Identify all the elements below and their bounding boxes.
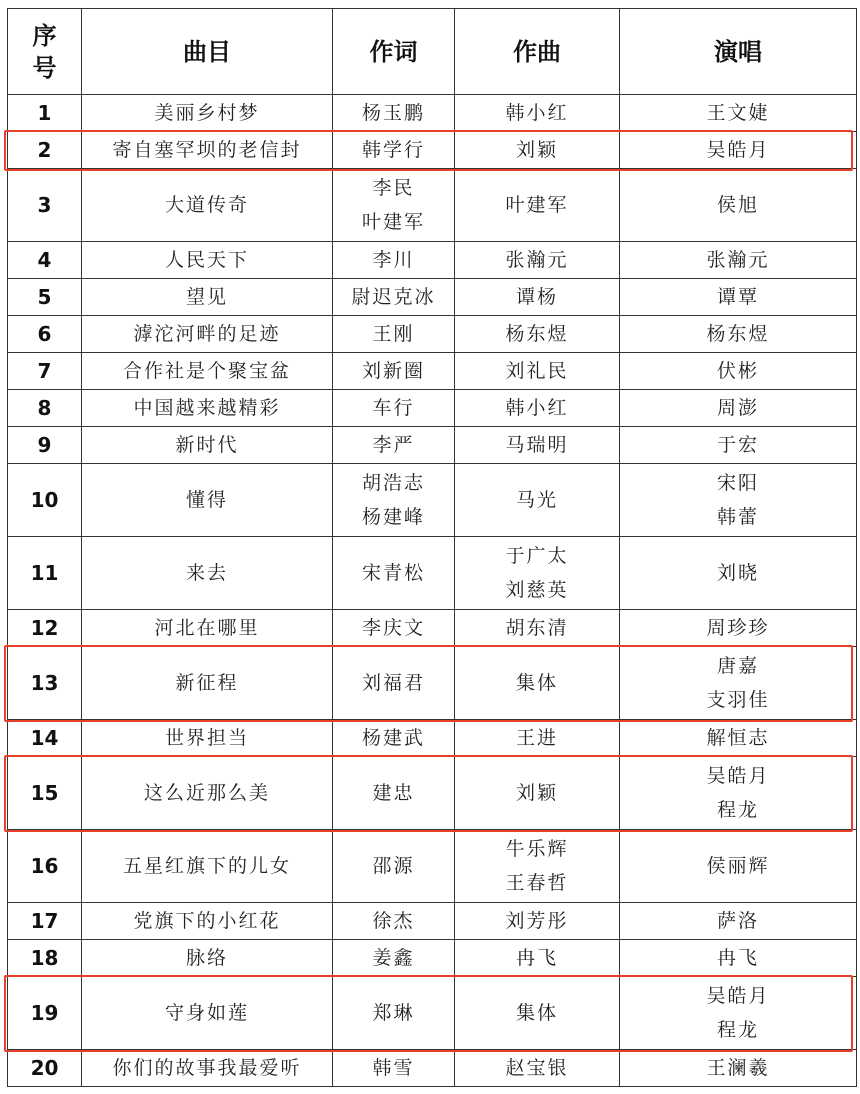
row-number-line: 1 <box>37 101 52 125</box>
song-title <box>82 647 333 720</box>
song-composer-line: 牛乐辉 <box>505 838 569 860</box>
song-lyricist <box>333 1050 455 1087</box>
song-composer-line: 刘慈英 <box>505 579 569 601</box>
song-lyricist-line: 刘福君 <box>361 672 425 694</box>
song-singer-line: 侯旭 <box>716 194 759 216</box>
song-title <box>82 757 333 830</box>
song-composer <box>455 903 620 940</box>
song-title-line: 人民天下 <box>164 249 249 271</box>
song-composer <box>455 610 620 647</box>
song-title-line: 望见 <box>185 286 228 308</box>
song-singer <box>620 757 857 830</box>
song-title <box>82 242 333 279</box>
song-singer-line: 吴皓月 <box>706 765 770 787</box>
table-row <box>8 1050 857 1087</box>
song-composer-line: 集体 <box>515 1002 558 1024</box>
row-number <box>8 95 82 132</box>
song-lyricist <box>333 353 455 390</box>
row-number-line: 18 <box>30 946 59 970</box>
song-composer-line: 王春哲 <box>505 872 569 894</box>
song-lyricist-line: 刘新圈 <box>361 360 425 382</box>
song-composer <box>455 1050 620 1087</box>
header-lyricist: 作词 <box>333 9 455 95</box>
table-row <box>8 610 857 647</box>
song-singer-line: 周澎 <box>716 397 759 419</box>
table-row <box>8 647 857 720</box>
song-lyricist <box>333 390 455 427</box>
row-number-line: 11 <box>30 561 59 585</box>
song-title-line: 新时代 <box>175 434 239 456</box>
table-row <box>8 903 857 940</box>
song-composer-line: 杨东煜 <box>505 323 569 345</box>
song-lyricist-line: 徐杰 <box>372 910 415 932</box>
song-title-line: 党旗下的小红花 <box>133 910 281 932</box>
song-composer <box>455 353 620 390</box>
song-title-line: 来去 <box>185 562 228 584</box>
song-title <box>82 1050 333 1087</box>
song-title-line: 世界担当 <box>164 727 249 749</box>
table-row <box>8 132 857 169</box>
song-composer-line: 于广太 <box>505 545 569 567</box>
song-singer <box>620 279 857 316</box>
row-number <box>8 353 82 390</box>
row-number-line: 19 <box>30 1001 59 1025</box>
song-composer <box>455 390 620 427</box>
song-title <box>82 830 333 903</box>
song-list-table <box>7 8 857 1087</box>
song-title <box>82 279 333 316</box>
row-number-line: 17 <box>30 909 59 933</box>
song-lyricist <box>333 757 455 830</box>
song-composer-line: 刘颖 <box>515 139 558 161</box>
song-composer-line: 王进 <box>515 727 558 749</box>
row-number-line: 20 <box>30 1056 59 1080</box>
song-lyricist-line: 李川 <box>372 249 415 271</box>
song-lyricist <box>333 903 455 940</box>
song-composer <box>455 647 620 720</box>
song-composer-line: 胡东清 <box>505 617 569 639</box>
row-number-line: 13 <box>30 671 59 695</box>
song-title-line: 河北在哪里 <box>154 617 260 639</box>
song-lyricist <box>333 464 455 537</box>
song-composer-line: 刘芳彤 <box>505 910 569 932</box>
song-title-line: 大道传奇 <box>164 194 249 216</box>
header-row <box>8 9 857 95</box>
row-number <box>8 427 82 464</box>
row-number-line: 2 <box>37 138 52 162</box>
song-title <box>82 132 333 169</box>
song-title <box>82 316 333 353</box>
song-singer <box>620 390 857 427</box>
song-lyricist-line: 李民 <box>372 177 415 199</box>
row-number <box>8 390 82 427</box>
song-singer-line: 王文婕 <box>706 102 770 124</box>
song-composer-line: 赵宝银 <box>505 1057 569 1079</box>
row-number <box>8 316 82 353</box>
row-number <box>8 647 82 720</box>
song-composer-line: 韩小红 <box>505 102 569 124</box>
song-composer <box>455 537 620 610</box>
song-singer-line: 程龙 <box>716 1019 759 1041</box>
song-lyricist-line: 杨玉鹏 <box>361 102 425 124</box>
row-number-line: 7 <box>37 359 52 383</box>
song-composer <box>455 940 620 977</box>
row-number-line: 3 <box>37 193 52 217</box>
song-composer <box>455 427 620 464</box>
header-seq-text: 序 号 <box>32 21 57 82</box>
song-lyricist-line: 邵源 <box>372 855 415 877</box>
table-row <box>8 427 857 464</box>
song-lyricist-line: 郑琳 <box>372 1002 415 1024</box>
row-number <box>8 169 82 242</box>
song-title-line: 这么近那么美 <box>143 782 270 804</box>
song-singer <box>620 132 857 169</box>
row-number-line: 5 <box>37 285 52 309</box>
song-lyricist <box>333 720 455 757</box>
song-lyricist <box>333 610 455 647</box>
row-number <box>8 610 82 647</box>
song-title-line: 美丽乡村梦 <box>154 102 260 124</box>
song-title-line: 五星红旗下的儿女 <box>122 855 291 877</box>
song-singer-line: 周珍珍 <box>706 617 770 639</box>
song-singer <box>620 830 857 903</box>
song-title-line: 你们的故事我最爱听 <box>112 1057 302 1079</box>
song-singer <box>620 537 857 610</box>
table-row <box>8 316 857 353</box>
song-lyricist-line: 王刚 <box>372 323 415 345</box>
song-lyricist <box>333 427 455 464</box>
song-title-line: 中国越来越精彩 <box>133 397 281 419</box>
song-singer-line: 杨东煜 <box>706 323 770 345</box>
song-title <box>82 977 333 1050</box>
song-composer <box>455 464 620 537</box>
song-lyricist-line: 李庆文 <box>361 617 425 639</box>
song-composer-line: 谭杨 <box>515 286 558 308</box>
song-singer <box>620 316 857 353</box>
song-lyricist <box>333 316 455 353</box>
table-row <box>8 830 857 903</box>
song-lyricist-line: 建忠 <box>372 782 415 804</box>
row-number <box>8 903 82 940</box>
song-composer <box>455 95 620 132</box>
song-singer <box>620 242 857 279</box>
song-singer <box>620 940 857 977</box>
song-singer <box>620 647 857 720</box>
song-singer-line: 唐嘉 <box>716 655 759 677</box>
song-title-line: 滹沱河畔的足迹 <box>133 323 281 345</box>
song-lyricist-line: 姜鑫 <box>372 947 415 969</box>
table-row <box>8 757 857 830</box>
song-singer-line: 程龙 <box>716 799 759 821</box>
row-number-line: 15 <box>30 781 59 805</box>
table-row <box>8 537 857 610</box>
song-lyricist <box>333 279 455 316</box>
song-composer-line: 集体 <box>515 672 558 694</box>
song-composer <box>455 279 620 316</box>
song-composer <box>455 830 620 903</box>
song-title <box>82 390 333 427</box>
row-number <box>8 464 82 537</box>
song-title <box>82 95 333 132</box>
header-title: 曲目 <box>82 9 333 95</box>
song-composer-line: 韩小红 <box>505 397 569 419</box>
song-singer-line: 吴皓月 <box>706 139 770 161</box>
table-row <box>8 95 857 132</box>
song-singer <box>620 353 857 390</box>
row-number-line: 4 <box>37 248 52 272</box>
song-composer-line: 叶建军 <box>505 194 569 216</box>
table-row <box>8 353 857 390</box>
song-title <box>82 464 333 537</box>
song-singer <box>620 720 857 757</box>
song-composer-line: 刘礼民 <box>505 360 569 382</box>
song-composer-line: 冉飞 <box>515 947 558 969</box>
song-lyricist <box>333 940 455 977</box>
song-title <box>82 903 333 940</box>
song-singer <box>620 427 857 464</box>
row-number <box>8 279 82 316</box>
song-singer-line: 张瀚元 <box>706 249 770 271</box>
song-lyricist-line: 杨建武 <box>361 727 425 749</box>
row-number-line: 16 <box>30 854 59 878</box>
row-number-line: 12 <box>30 616 59 640</box>
song-lyricist <box>333 95 455 132</box>
song-composer <box>455 242 620 279</box>
song-singer <box>620 1050 857 1087</box>
row-number <box>8 242 82 279</box>
song-singer-line: 侯丽辉 <box>706 855 770 877</box>
song-lyricist <box>333 830 455 903</box>
song-title <box>82 720 333 757</box>
song-lyricist <box>333 537 455 610</box>
row-number-line: 8 <box>37 396 52 420</box>
song-lyricist <box>333 132 455 169</box>
song-singer <box>620 95 857 132</box>
row-number <box>8 940 82 977</box>
header-singer: 演唱 <box>620 9 857 95</box>
row-number <box>8 720 82 757</box>
song-composer-line: 马瑞明 <box>505 434 569 456</box>
song-singer-line: 吴皓月 <box>706 985 770 1007</box>
song-singer-line: 萨洛 <box>716 910 759 932</box>
song-singer-line: 王澜羲 <box>706 1057 770 1079</box>
row-number <box>8 1050 82 1087</box>
song-title <box>82 169 333 242</box>
header-seq <box>8 9 82 95</box>
song-singer-line: 于宏 <box>716 434 759 456</box>
song-title <box>82 610 333 647</box>
song-singer-line: 谭覃 <box>716 286 759 308</box>
song-lyricist-line: 车行 <box>372 397 415 419</box>
row-number-line: 6 <box>37 322 52 346</box>
song-lyricist-line: 尉迟克冰 <box>351 286 436 308</box>
song-singer <box>620 169 857 242</box>
song-lyricist-line: 宋青松 <box>361 562 425 584</box>
song-lyricist <box>333 647 455 720</box>
song-lyricist-line: 杨建峰 <box>361 506 425 528</box>
table-row <box>8 390 857 427</box>
song-singer <box>620 977 857 1050</box>
song-singer <box>620 610 857 647</box>
song-composer-line: 马光 <box>515 489 558 511</box>
song-lyricist-line: 韩雪 <box>372 1057 415 1079</box>
song-lyricist-line: 韩学行 <box>361 139 425 161</box>
row-number-line: 9 <box>37 433 52 457</box>
song-title-line: 寄自塞罕坝的老信封 <box>112 139 302 161</box>
song-singer-line: 刘晓 <box>716 562 759 584</box>
row-number <box>8 830 82 903</box>
song-composer-line: 刘颖 <box>515 782 558 804</box>
song-title-line: 守身如莲 <box>164 1002 249 1024</box>
song-composer <box>455 132 620 169</box>
song-title <box>82 353 333 390</box>
song-singer-line: 韩蕾 <box>716 506 759 528</box>
row-number-line: 14 <box>30 726 59 750</box>
song-lyricist <box>333 977 455 1050</box>
table-row <box>8 169 857 242</box>
song-composer-line: 张瀚元 <box>505 249 569 271</box>
row-number <box>8 977 82 1050</box>
table-row <box>8 242 857 279</box>
song-lyricist <box>333 242 455 279</box>
song-lyricist <box>333 169 455 242</box>
song-singer-line: 冉飞 <box>716 947 759 969</box>
song-lyricist-line: 胡浩志 <box>361 472 425 494</box>
song-lyricist-line: 叶建军 <box>361 211 425 233</box>
song-singer <box>620 903 857 940</box>
header-composer: 作曲 <box>455 9 620 95</box>
song-title <box>82 537 333 610</box>
song-title-line: 懂得 <box>185 489 228 511</box>
row-number <box>8 757 82 830</box>
song-title-line: 新征程 <box>175 672 239 694</box>
song-singer-line: 解恒志 <box>706 727 770 749</box>
row-number-line: 10 <box>30 488 59 512</box>
song-composer <box>455 977 620 1050</box>
table-row <box>8 940 857 977</box>
song-lyricist-line: 李严 <box>372 434 415 456</box>
song-composer <box>455 720 620 757</box>
song-composer <box>455 757 620 830</box>
table-row <box>8 720 857 757</box>
song-singer-line: 伏彬 <box>716 360 759 382</box>
song-composer <box>455 316 620 353</box>
table-row <box>8 977 857 1050</box>
song-composer <box>455 169 620 242</box>
song-singer <box>620 464 857 537</box>
song-title <box>82 940 333 977</box>
song-title-line: 脉络 <box>185 947 228 969</box>
song-title-line: 合作社是个聚宝盆 <box>122 360 291 382</box>
row-number <box>8 537 82 610</box>
song-singer-line: 支羽佳 <box>706 689 770 711</box>
row-number <box>8 132 82 169</box>
song-title <box>82 427 333 464</box>
song-singer-line: 宋阳 <box>716 472 759 494</box>
table-row <box>8 279 857 316</box>
table-row <box>8 464 857 537</box>
